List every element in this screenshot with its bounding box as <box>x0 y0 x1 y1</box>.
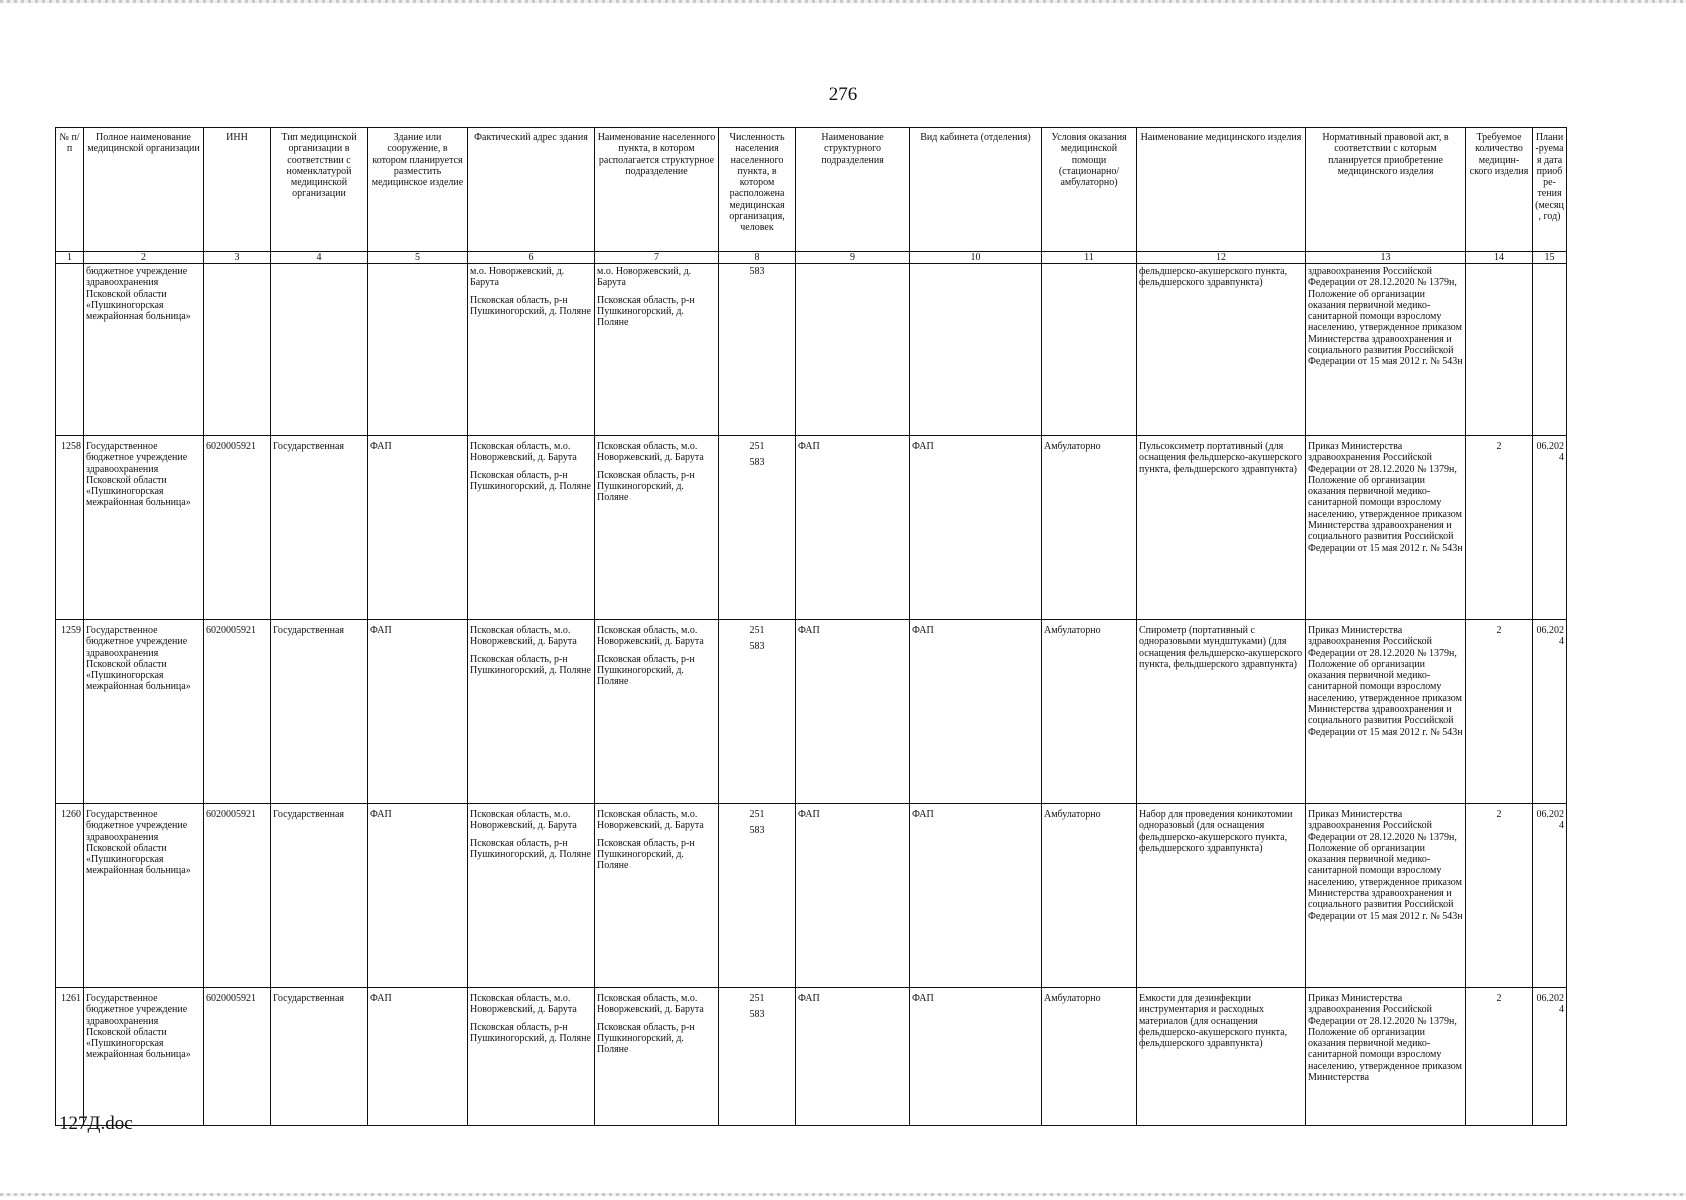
device-name-cell: Емкости для дезинфекции инструментария и расходных материалов (для оснащения фельдшерско-акушерского пункта, фельдшерского здравпункта) <box>1137 988 1306 1126</box>
division-cell <box>796 264 910 436</box>
locality-line: Псковская область, р-н Пушкиногорский, д. Поляне <box>597 837 695 872</box>
inn-cell: 6020005921 <box>204 804 271 988</box>
row-number-cell: 1261 <box>56 988 84 1126</box>
division-cell: ФАП <box>796 804 910 988</box>
column-number: 1 <box>56 252 84 264</box>
locality-line: Псковская область, м.о. Новоржевский, д. Барута <box>597 993 704 1016</box>
address-line: Псковская область, м.о. Новоржевский, д. Барута <box>470 441 577 464</box>
column-number: 14 <box>1466 252 1533 264</box>
quantity-cell <box>1466 264 1533 436</box>
address-line: Псковская область, р-н Пушкиногорский, д. Поляне <box>470 469 591 492</box>
row-number-cell: 1258 <box>56 436 84 620</box>
header-cell: Нормативный правовой акт, в соответствии с которым планируется приобретение медицинского изделия <box>1306 128 1466 252</box>
locality-cell <box>595 620 719 804</box>
locality-line: Псковская область, м.о. Новоржевский, д. Барута <box>597 809 704 832</box>
quantity-cell: 2 <box>1466 620 1533 804</box>
address-line: Псковская область, р-н Пушкиногорский, д. Поляне <box>470 837 591 860</box>
population-value: 251 <box>749 809 765 820</box>
address-cell <box>468 436 595 620</box>
org-name-cell: Государственное бюджетное учреждение здравоохранения Псковской области «Пушкиногорская межрайонная больница» <box>84 988 204 1126</box>
locality-line: Псковская область, р-н Пушкиногорский, д. Поляне <box>597 1021 695 1056</box>
header-cell: Здание или сооружение, в котором планируется разместить медицинское изделие <box>368 128 468 252</box>
column-number: 15 <box>1533 252 1567 264</box>
header-cell: Плани-руемая дата приобре-тения (месяц, год) <box>1533 128 1567 252</box>
footer-filename: 127Д.doc <box>59 1113 133 1134</box>
locality-line: Псковская область, р-н Пушкиногорский, д. Поляне <box>597 294 695 329</box>
quantity-cell: 2 <box>1466 436 1533 620</box>
header-cell: Наименование структурного подразделения <box>796 128 910 252</box>
address-cell <box>468 804 595 988</box>
table-header-row <box>56 128 1567 252</box>
scan-edge-bottom <box>0 1193 1686 1196</box>
org-name-cell: Государственное бюджетное учреждение здравоохранения Псковской области «Пушкиногорская межрайонная больница» <box>84 620 204 804</box>
conditions-cell: Амбулаторно <box>1042 988 1137 1126</box>
cabinet-cell <box>910 264 1042 436</box>
population-value: 583 <box>749 1009 765 1021</box>
row-number-cell <box>56 264 84 436</box>
address-line: Псковская область, р-н Пушкиногорский, д. Поляне <box>470 653 591 676</box>
continuation-row <box>56 264 1567 436</box>
address-line: Псковская область, м.о. Новоржевский, д. Барута <box>470 625 577 648</box>
address-line: Псковская область, р-н Пушкиногорский, д. Поляне <box>470 1021 591 1044</box>
quantity-cell: 2 <box>1466 988 1533 1126</box>
cabinet-cell: ФАП <box>910 436 1042 620</box>
device-name-cell: Спирометр (портативный с одноразовыми мундштуками) (для оснащения фельдшерско-акушерского пункта, фельдшерского здравпункта) <box>1137 620 1306 804</box>
column-number: 5 <box>368 252 468 264</box>
legal-act-cell: Приказ Министерства здравоохранения Российской Федерации от 28.12.2020 № 1379н, Положение об организации оказания первичной медико-санитарной помощи взрослому населению, утвержденное приказом Министерства здравоохранения и социального развития Российской Федерации от 15 мая 2012 г. № 543н <box>1306 620 1466 804</box>
header-cell: ИНН <box>204 128 271 252</box>
purchase-date-cell: 06.2024 <box>1533 436 1567 620</box>
table-row <box>56 620 1567 804</box>
column-number: 13 <box>1306 252 1466 264</box>
legal-act-cell: Приказ Министерства здравоохранения Российской Федерации от 28.12.2020 № 1379н, Положение об организации оказания первичной медико-санитарной помощи взрослому населению, утвержденное приказом Министерства здравоохранения и социального развития Российской Федерации от 15 мая 2012 г. № 543н <box>1306 436 1466 620</box>
locality-line: м.о. Новоржевский, д. Барута <box>597 266 692 289</box>
building-cell: ФАП <box>368 988 468 1126</box>
conditions-cell: Амбулаторно <box>1042 620 1137 804</box>
column-number: 8 <box>719 252 796 264</box>
column-number: 6 <box>468 252 595 264</box>
address-cell <box>468 264 595 436</box>
header-cell: Вид кабинета (отделения) <box>910 128 1042 252</box>
building-cell: ФАП <box>368 804 468 988</box>
org-type-cell <box>271 264 368 436</box>
device-name-cell: Пульсоксиметр портативный (для оснащения фельдшерско-акушерского пункта, фельдшерского здравпункта) <box>1137 436 1306 620</box>
column-number: 2 <box>84 252 204 264</box>
address-cell <box>468 620 595 804</box>
row-number-cell: 1260 <box>56 804 84 988</box>
column-number: 4 <box>271 252 368 264</box>
device-name-cell: Набор для проведения коникотомии одноразовый (для оснащения фельдшерско-акушерского пункта, фельдшерского здравпункта) <box>1137 804 1306 988</box>
locality-line: Псковская область, р-н Пушкиногорский, д. Поляне <box>597 653 695 688</box>
locality-cell <box>595 804 719 988</box>
population-cell <box>719 988 796 1126</box>
org-type-cell: Государственная <box>271 436 368 620</box>
page-number: 276 <box>828 84 858 105</box>
building-cell <box>368 264 468 436</box>
purchase-date-cell: 06.2024 <box>1533 620 1567 804</box>
table-row <box>56 436 1567 620</box>
locality-cell <box>595 436 719 620</box>
population-cell <box>719 804 796 988</box>
column-number: 3 <box>204 252 271 264</box>
division-cell: ФАП <box>796 620 910 804</box>
population-value: 251 <box>749 993 765 1004</box>
table-row <box>56 804 1567 988</box>
header-cell: Наименование медицинского изделия <box>1137 128 1306 252</box>
cabinet-cell: ФАП <box>910 620 1042 804</box>
header-cell: Фактический адрес здания <box>468 128 595 252</box>
quantity-cell: 2 <box>1466 804 1533 988</box>
building-cell: ФАП <box>368 436 468 620</box>
conditions-cell <box>1042 264 1137 436</box>
population-value: 583 <box>749 266 765 277</box>
table-row <box>56 988 1567 1126</box>
address-line: Псковская область, м.о. Новоржевский, д. Барута <box>470 993 577 1016</box>
inn-cell: 6020005921 <box>204 988 271 1126</box>
header-cell: Наименование населенного пункта, в котором располагается структурное подразделение <box>595 128 719 252</box>
conditions-cell: Амбулаторно <box>1042 436 1137 620</box>
device-name-cell: фельдшерско-акушерского пункта, фельдшерского здравпункта) <box>1137 264 1306 436</box>
address-line: Псковская область, м.о. Новоржевский, д. Барута <box>470 809 577 832</box>
org-name-cell: Государственное бюджетное учреждение здравоохранения Псковской области «Пушкиногорская межрайонная больница» <box>84 436 204 620</box>
address-line: Псковская область, р-н Пушкиногорский, д. Поляне <box>470 294 591 317</box>
column-number: 7 <box>595 252 719 264</box>
org-type-cell: Государственная <box>271 804 368 988</box>
purchase-date-cell: 06.2024 <box>1533 804 1567 988</box>
purchase-date-cell: 06.2024 <box>1533 988 1567 1126</box>
address-cell <box>468 988 595 1126</box>
inn-cell <box>204 264 271 436</box>
column-number: 10 <box>910 252 1042 264</box>
division-cell: ФАП <box>796 436 910 620</box>
locality-line: Псковская область, м.о. Новоржевский, д. Барута <box>597 625 704 648</box>
inn-cell: 6020005921 <box>204 620 271 804</box>
row-number-cell: 1259 <box>56 620 84 804</box>
column-number: 11 <box>1042 252 1137 264</box>
population-value: 583 <box>749 825 765 837</box>
legal-act-cell: здравоохранения Российской Федерации от 28.12.2020 № 1379н, Положение об организации оказания первичной медико-санитарной помощи взрослому населению, утвержденное приказом Министерства здравоохранения и социального развития Российской Федерации от 15 мая 2012 г. № 543н <box>1306 264 1466 436</box>
inn-cell: 6020005921 <box>204 436 271 620</box>
division-cell: ФАП <box>796 988 910 1126</box>
locality-cell <box>595 264 719 436</box>
equipment-table <box>55 127 1567 1126</box>
building-cell: ФАП <box>368 620 468 804</box>
population-cell <box>719 620 796 804</box>
column-number: 9 <box>796 252 910 264</box>
scan-edge-top <box>0 0 1686 3</box>
population-value: 583 <box>749 457 765 469</box>
locality-cell <box>595 988 719 1126</box>
population-value: 583 <box>749 641 765 653</box>
population-cell <box>719 264 796 436</box>
population-value: 251 <box>749 441 765 452</box>
purchase-date-cell <box>1533 264 1567 436</box>
conditions-cell: Амбулаторно <box>1042 804 1137 988</box>
org-name-cell: бюджетное учреждение здравоохранения Псковской области «Пушкиногорская межрайонная больница» <box>84 264 204 436</box>
cabinet-cell: ФАП <box>910 804 1042 988</box>
cabinet-cell: ФАП <box>910 988 1042 1126</box>
column-number-row <box>56 252 1567 264</box>
header-cell: Полное наименование медицинской организации <box>84 128 204 252</box>
locality-line: Псковская область, м.о. Новоржевский, д. Барута <box>597 441 704 464</box>
org-name-cell: Государственное бюджетное учреждение здравоохранения Псковской области «Пушкиногорская межрайонная больница» <box>84 804 204 988</box>
population-value: 251 <box>749 625 765 636</box>
column-number: 12 <box>1137 252 1306 264</box>
locality-line: Псковская область, р-н Пушкиногорский, д. Поляне <box>597 469 695 504</box>
org-type-cell: Государственная <box>271 620 368 804</box>
header-cell: Условия оказания медицинской помощи (стационарно/ амбулаторно) <box>1042 128 1137 252</box>
legal-act-cell: Приказ Министерства здравоохранения Российской Федерации от 28.12.2020 № 1379н, Положение об организации оказания первичной медико-санитарной помощи взрослому населению, утвержденное приказом Министерства здравоохранения и социального развития Российской Федерации от 15 мая 2012 г. № 543н <box>1306 804 1466 988</box>
header-cell: № п/п <box>56 128 84 252</box>
header-cell: Численность населения населенного пункта, в котором расположена медицинская организация, человек <box>719 128 796 252</box>
address-line: м.о. Новоржевский, д. Барута <box>470 266 565 289</box>
header-cell: Требуемое количество медицин-ского изделия <box>1466 128 1533 252</box>
population-cell <box>719 436 796 620</box>
org-type-cell: Государственная <box>271 988 368 1126</box>
legal-act-cell: Приказ Министерства здравоохранения Российской Федерации от 28.12.2020 № 1379н, Положение об организации оказания первичной медико-санитарной помощи взрослому населению, утвержденное приказом Министерства <box>1306 988 1466 1126</box>
header-cell: Тип медицинской организации в соответствии с номенклатурой медицинской организации <box>271 128 368 252</box>
